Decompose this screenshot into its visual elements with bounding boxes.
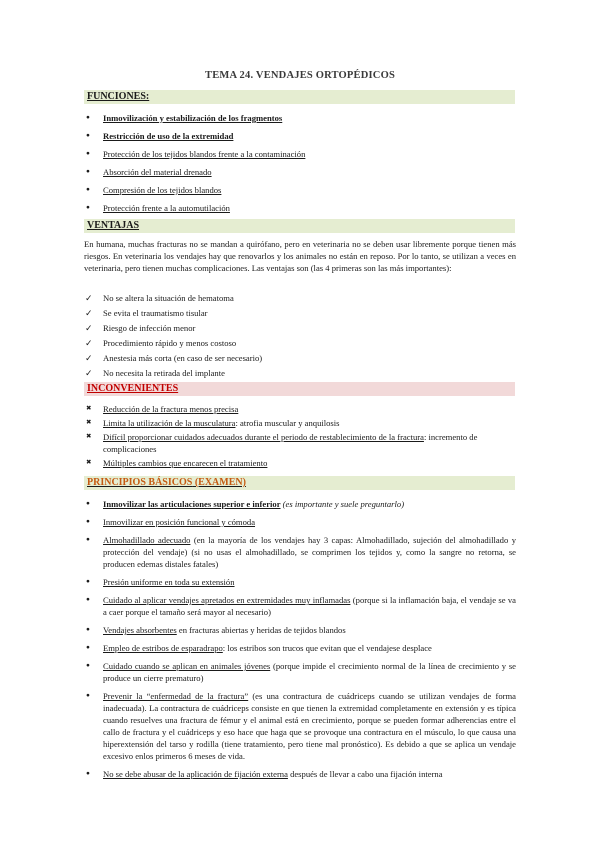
list-item: ✓ Procedimiento rápido y menos costoso xyxy=(84,337,516,349)
list-item: ● Inmovilizar las articulaciones superior e inferior (es importante y suele preguntarlo) xyxy=(84,498,516,510)
list-item: ● Almohadillado adecuado (en la mayoría de los vendajes hay 3 capas: Almohadillado, sujeción del almohadillado y protección del vendaje) (si no usas el almohadillado, se comprimen los tejidos y, como la sangre no retorna, se producen edemas distales fatales) xyxy=(84,534,516,570)
list-item: ● Inmovilizar en posición funcional y cómoda xyxy=(84,516,516,528)
inconvenientes-list xyxy=(84,403,516,469)
list-item: ● Prevenir la “enfermedad de la fractura” (es una contractura de cuádriceps cuando se utilizan vendajes de forma inadecuada). La contractura de cuádriceps consiste en que tienen la extremidad completamente en extensión y es típica cuando resuelves una fractura de fémur y el animal está en crecimiento, porque se pueden formar adherencias entre el callo de fractura y el cuádriceps y eso hace que haga que se provoque una contractura en el músculo, lo que causa una hiperextensión del tarso y rodilla (tiene tratamiento, pero tiene mal pronóstico). Es debido a que se aplica un vendaje excesivo enlos primeros 6 meses de vida. xyxy=(84,690,516,762)
ventajas-intro: En humana, muchas fracturas no se mandan a quirófano, pero en veterinaria no se deben usar libremente porque tienen más riesgos. En veterinaria los vendajes hay que renovarlos y los animales no están en reposo. Por lo tanto, se utilizan a veces en veterinaria, pero tienen muchas complicaciones. Las ventajas son (las 4 primeras son las más importantes): xyxy=(84,239,516,273)
list-item: ● Protección frente a la automutilación xyxy=(84,202,516,214)
list-item: ● Absorción del material drenado xyxy=(84,166,516,178)
section-heading-ventajas: VENTAJAS xyxy=(84,219,515,233)
principios-list xyxy=(84,498,516,780)
section-heading-principios: PRINCIPIOS BÁSICOS (EXAMEN) xyxy=(84,476,515,490)
list-item: ● Cuidado cuando se aplican en animales jóvenes (porque impide el crecimiento normal de la línea de crecimiento y se produce un cierre prematuro) xyxy=(84,660,516,684)
list-item: ✓ No necesita la retirada del implante xyxy=(84,367,516,379)
list-item: ● Cuidado al aplicar vendajes apretados en extremidades muy inflamadas (porque si la inflamación baja, el vendaje se va a caer porque el tamaño será mayor al necesario) xyxy=(84,594,516,618)
list-item: ● Empleo de estribos de esparadrapo: los estribos son trucos que evitan que el vendajese desplace xyxy=(84,642,516,654)
list-item: ✖ Múltiples cambios que encarecen el tratamiento xyxy=(84,457,516,469)
list-item: ● Presión uniforme en toda su extensión xyxy=(84,576,516,588)
ventajas-list xyxy=(84,292,516,379)
list-item: ✖ Limita la utilización de la musculatura: atrofia muscular y anquilosis xyxy=(84,417,516,429)
list-item: ✓ Riesgo de infección menor xyxy=(84,322,516,334)
list-item: ✓ Se evita el traumatismo tisular xyxy=(84,307,516,319)
list-item: ● Compresión de los tejidos blandos xyxy=(84,184,516,196)
list-item: ✓ Anestesia más corta (en caso de ser necesario) xyxy=(84,352,516,364)
section-heading-funciones: FUNCIONES: xyxy=(84,90,515,104)
list-item: ● No se debe abusar de la aplicación de fijación externa después de llevar a cabo una fijación interna xyxy=(84,768,516,780)
list-item: ✓ No se altera la situación de hematoma xyxy=(84,292,516,304)
section-heading-inconvenientes: INCONVENIENTES xyxy=(84,382,515,396)
list-item: ● Protección de los tejidos blandos frente a la contaminación xyxy=(84,148,516,160)
list-item: ● Inmovilización y estabilización de los fragmentos xyxy=(84,112,516,124)
list-item: ✖ Reducción de la fractura menos precisa xyxy=(84,403,516,415)
funciones-list xyxy=(84,112,516,214)
list-item: ✖ Difícil proporcionar cuidados adecuados durante el periodo de restablecimiento de la fractura: incremento de complicaciones xyxy=(84,431,516,455)
page-title: TEMA 24. VENDAJES ORTOPÉDICOS xyxy=(205,70,395,81)
list-item: ● Vendajes absorbentes en fracturas abiertas y heridas de tejidos blandos xyxy=(84,624,516,636)
list-item: ● Restricción de uso de la extremidad xyxy=(84,130,516,142)
